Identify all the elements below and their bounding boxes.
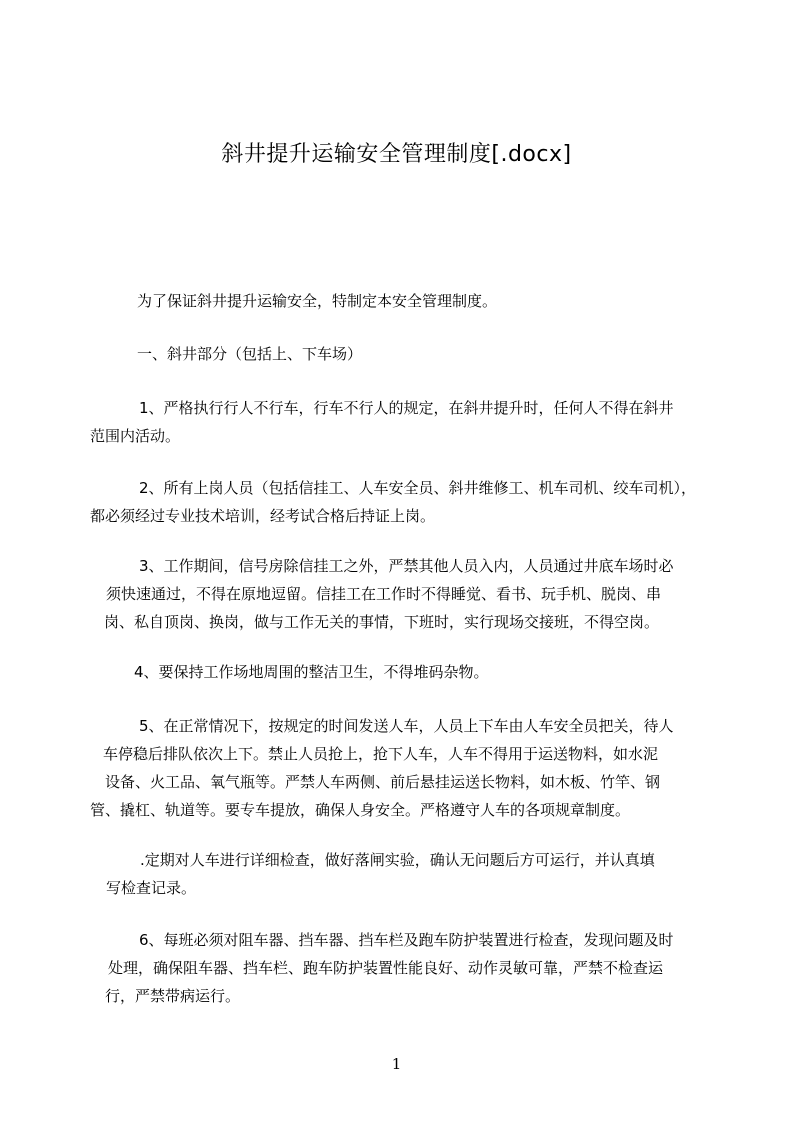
- paragraph-line: 2、所有上岗人员（包括信挂工、人车安全员、斜井维修工、机车司机、绞车司机），: [139, 479, 697, 497]
- paragraph-5: [90, 712, 674, 824]
- paragraph-line: 岗、私自顶岗、换岗，做与工作无关的事情，下班时，实行现场交接班，不得空岗。: [104, 613, 660, 631]
- paragraph-line: 行，严禁带病运行。: [105, 987, 241, 1005]
- paragraph-line: 4、要保持工作场地周围的整洁卫生，不得堆码杂物。: [134, 663, 489, 681]
- paragraph-line: 管、撬杠、轨道等。要专车提放，确保人身安全。严格遵守人车的各项规章制度。: [90, 801, 631, 819]
- paragraph-line: 车停稳后排队依次上下。禁止人员抢上，抢下人车，人车不得用于运送物料，如水泥: [103, 745, 659, 763]
- page-number: 1: [391, 1055, 402, 1073]
- section-heading: [137, 340, 362, 368]
- intro-text: 为了保证斜井提升运输安全，特制定本安全管理制度。: [137, 292, 498, 310]
- paragraph-line: .定期对人车进行详细检查，做好落闸实验，确认无问题后方可运行，并认真填: [140, 851, 655, 869]
- paragraph-line: 5、在正常情况下，按规定的时间发送人车，人员上下车由人车安全员把关，待人: [139, 717, 674, 735]
- paragraph-2: [90, 474, 696, 530]
- paragraph-line: 6、每班必须对阻车器、挡车器、挡车栏及跑车防护装置进行检查，发现问题及时: [139, 931, 674, 949]
- paragraph-line: 3、工作期间，信号房除信挂工之外，严禁其他人员入内，人员通过井底车场时必: [139, 557, 674, 575]
- paragraph-4: [134, 658, 489, 686]
- paragraph-6: [90, 926, 674, 1010]
- paragraph-line: 须快速通过，不得在原地逗留。信挂工在工作时不得睡觉、看书、玩手机、脱岗、串: [106, 585, 662, 603]
- paragraph-1: [90, 394, 674, 450]
- paragraph-line: 处理，确保阻车器、挡车栏、跑车防护装置性能良好、动作灵敏可靠，严禁不检查运: [108, 959, 664, 977]
- section-heading-text: 一、斜井部分（包括上、下车场）: [137, 345, 363, 363]
- paragraph-line: 1、严格执行行人不行车，行车不行人的规定，在斜井提升时，任何人不得在斜井: [139, 399, 674, 417]
- paragraph-line: 设备、火工品、氧气瓶等。严禁人车两侧、前后悬挂运送长物料，如木板、竹竿、钢: [105, 773, 661, 791]
- paragraph-inspection: [90, 846, 655, 902]
- document-title: 斜井提升运输安全管理制度[.docx]: [221, 142, 572, 167]
- paragraph-line: 写检查记录。: [106, 879, 197, 897]
- paragraph-3: [90, 552, 674, 636]
- intro-paragraph: [137, 287, 497, 315]
- paragraph-line: 范围内活动。: [90, 427, 181, 445]
- paragraph-line: 都必须经过专业技术培训，经考试合格后持证上岗。: [90, 507, 436, 525]
